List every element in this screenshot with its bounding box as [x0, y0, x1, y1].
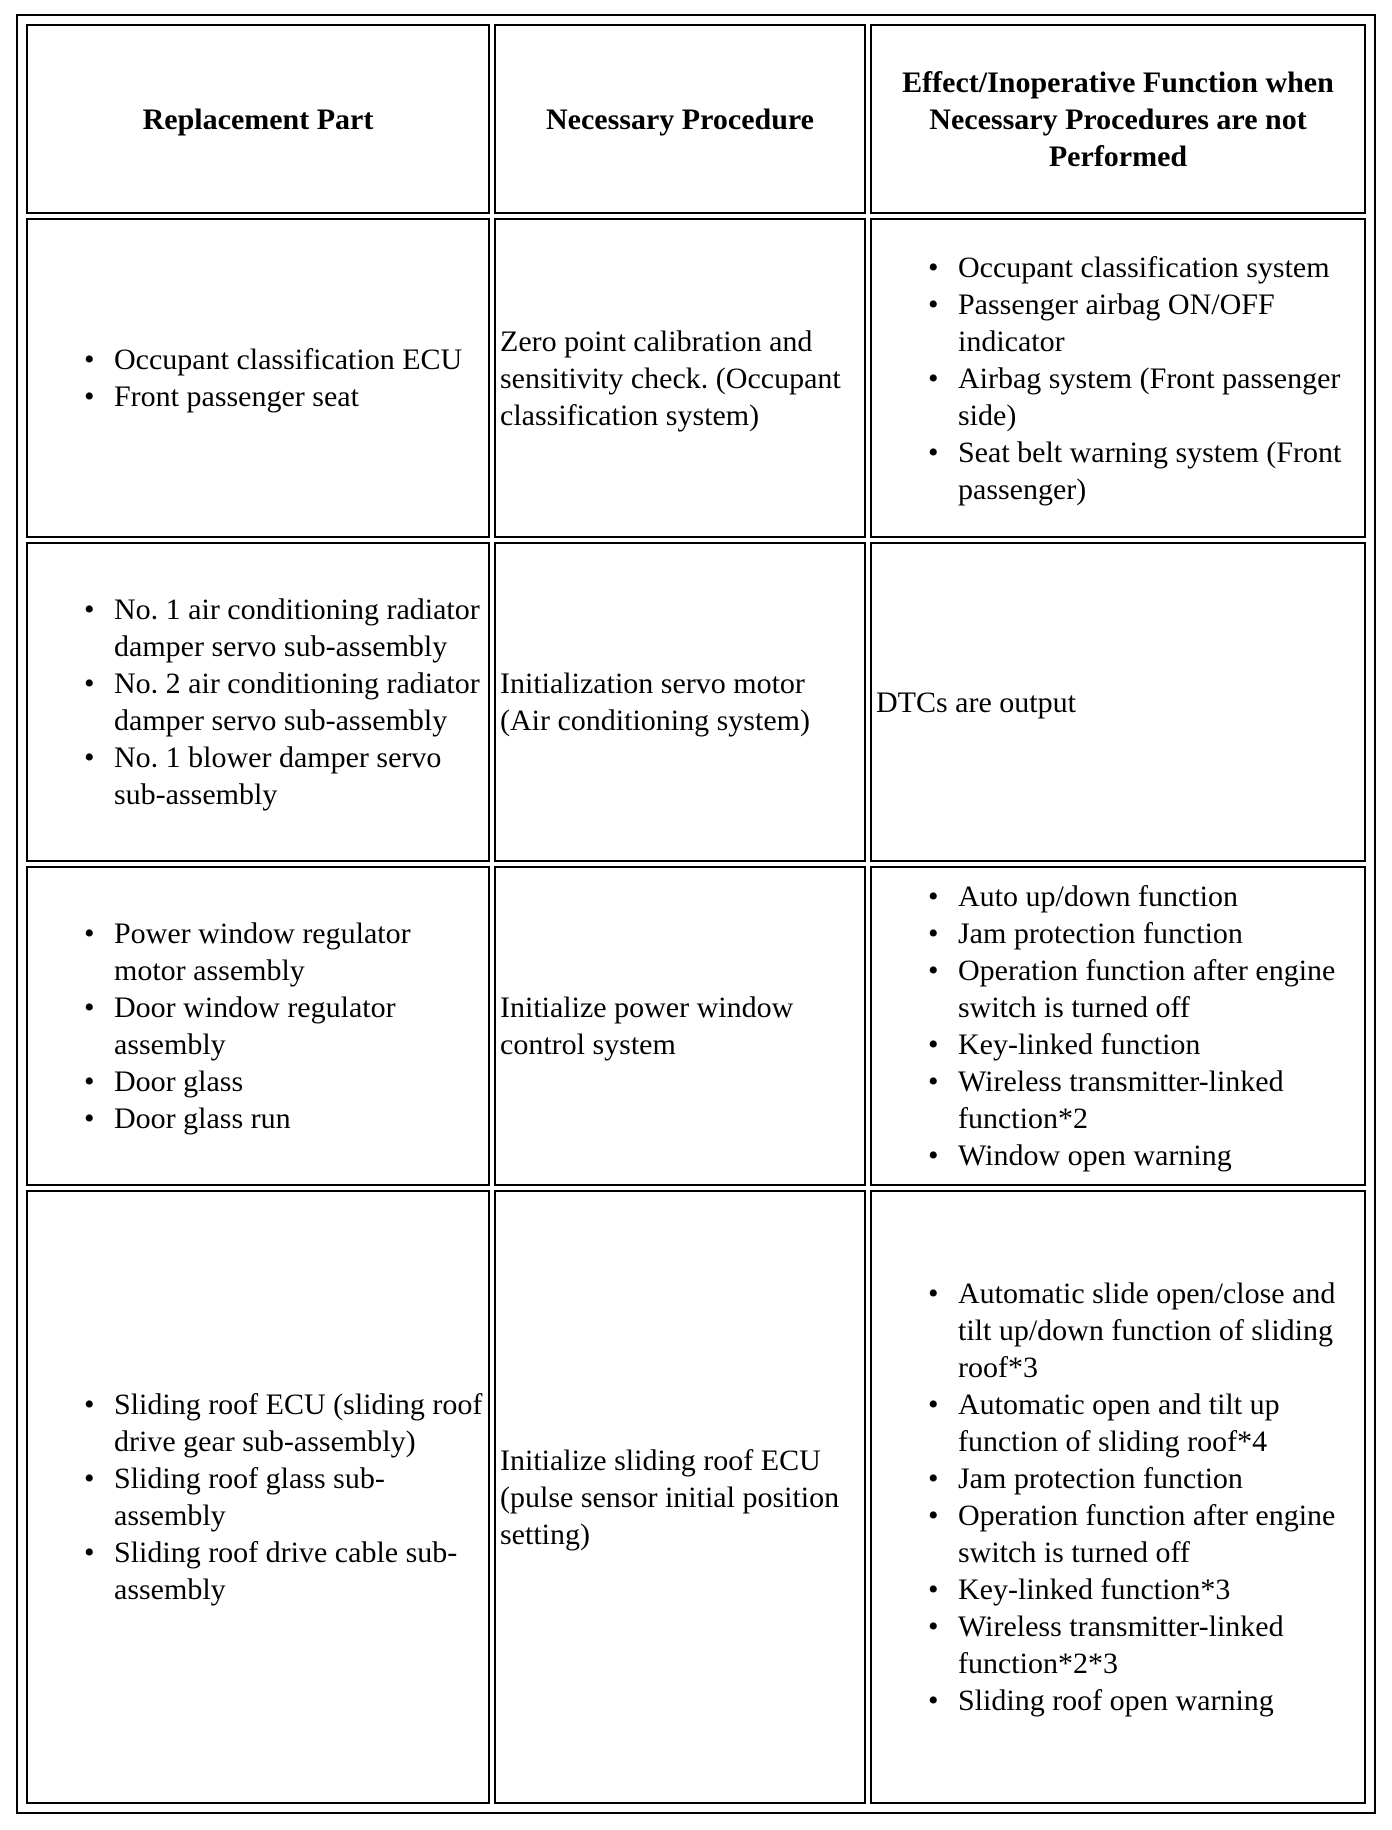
bullet-icon: • [928, 954, 939, 987]
effect-cell: DTCs are output [870, 542, 1366, 862]
procedure-cell: Initialize power window control system [494, 866, 866, 1186]
list-item: • Wireless transmitter-linked function*2 [928, 1065, 1284, 1135]
list-item: • Jam protection function [928, 1462, 1243, 1495]
list-item: • Wireless transmitter-linked function*2*3 [928, 1610, 1284, 1680]
list-item: • Auto up/down function [928, 880, 1238, 913]
list-item: • No. 2 air conditioning radiator damper servo sub-assembly [84, 667, 480, 737]
table-row [26, 1190, 1366, 1804]
list-item: • Automatic open and tilt up function of sliding roof*4 [928, 1388, 1280, 1458]
bullet-icon: • [84, 1102, 95, 1135]
replacement-procedure-table [22, 20, 1370, 1808]
bullet-icon: • [928, 1684, 939, 1717]
list-item: • Seat belt warning system (Front passenger) [928, 435, 1342, 506]
list-item: • No. 1 air conditioning radiator damper servo sub-assembly [84, 593, 480, 663]
bullet-icon: • [84, 1462, 95, 1495]
list-item: • Key-linked function [928, 1028, 1201, 1061]
header-effect: Effect/Inoperative Function when Necessary Procedures are not Performed [870, 24, 1366, 214]
list-item: • Airbag system (Front passenger side) [928, 361, 1341, 432]
parts-list [28, 915, 488, 1137]
bullet-icon: • [928, 1277, 939, 1310]
list-item: • Sliding roof ECU (sliding roof drive gear sub-assembly) [84, 1388, 483, 1458]
bullet-icon: • [84, 741, 95, 774]
list-item: • Door window regulator assembly [84, 991, 396, 1061]
table-row [26, 542, 1366, 862]
bullet-icon: • [84, 593, 95, 626]
bullet-icon: • [928, 250, 939, 284]
bullet-icon: • [84, 1065, 95, 1098]
table-row [26, 218, 1366, 538]
effects-list [872, 878, 1364, 1174]
effect-cell [870, 1190, 1366, 1804]
procedure-cell: Initialize sliding roof ECU (pulse sensor initial position setting) [494, 1190, 866, 1804]
list-item: • Operation function after engine switch is turned off [928, 1499, 1336, 1569]
header-replacement-part: Replacement Part [26, 24, 490, 214]
parts-cell [26, 1190, 490, 1804]
bullet-icon: • [928, 435, 939, 469]
bullet-icon: • [84, 991, 95, 1024]
list-item: • Jam protection function [928, 917, 1243, 950]
list-item: • Window open warning [928, 1139, 1232, 1172]
document-page [16, 14, 1376, 1814]
table-row [26, 866, 1366, 1186]
procedure-cell: Zero point calibration and sensitivity check. (Occupant classification system) [494, 218, 866, 538]
bullet-icon: • [928, 1065, 939, 1098]
list-item: • Occupant classification ECU [84, 343, 463, 376]
bullet-icon: • [928, 361, 939, 395]
list-item: • Automatic slide open/close and tilt up/down function of sliding roof*3 [928, 1277, 1336, 1384]
parts-cell [26, 218, 490, 538]
effect-cell [870, 218, 1366, 538]
parts-list [28, 591, 488, 813]
list-item: • Sliding roof open warning [928, 1684, 1274, 1717]
bullet-icon: • [928, 1573, 939, 1606]
bullet-icon: • [84, 1536, 95, 1569]
table-header-row [26, 24, 1366, 214]
list-item: • Operation function after engine switch is turned off [928, 954, 1336, 1024]
bullet-icon: • [928, 1388, 939, 1421]
bullet-icon: • [928, 1610, 939, 1643]
effects-list [872, 1275, 1364, 1719]
list-item: • Door glass [84, 1065, 244, 1098]
list-item: • Sliding roof glass sub-assembly [84, 1462, 385, 1532]
list-item: • Sliding roof drive cable sub-assembly [84, 1536, 458, 1606]
list-item: • No. 1 blower damper servo sub-assembly [84, 741, 442, 811]
list-item: • Front passenger seat [84, 380, 359, 413]
list-item: • Passenger airbag ON/OFF indicator [928, 287, 1275, 358]
bullet-icon: • [928, 1462, 939, 1495]
effects-list [872, 249, 1364, 508]
bullet-icon: • [84, 667, 95, 700]
bullet-icon: • [928, 1028, 939, 1061]
procedure-cell: Initialization servo motor (Air conditioning system) [494, 542, 866, 862]
bullet-icon: • [928, 880, 939, 913]
list-item: • Door glass run [84, 1102, 291, 1135]
bullet-icon: • [928, 917, 939, 950]
list-item: • Occupant classification system [928, 250, 1330, 284]
bullet-icon: • [928, 1139, 939, 1172]
header-necessary-procedure: Necessary Procedure [494, 24, 866, 214]
parts-cell [26, 866, 490, 1186]
list-item: • Key-linked function*3 [928, 1573, 1231, 1606]
parts-cell [26, 542, 490, 862]
parts-list [28, 1386, 488, 1608]
bullet-icon: • [84, 343, 95, 376]
effect-cell [870, 866, 1366, 1186]
bullet-icon: • [84, 1388, 95, 1421]
bullet-icon: • [84, 917, 95, 950]
bullet-icon: • [928, 1499, 939, 1532]
bullet-icon: • [84, 380, 95, 413]
list-item: • Power window regulator motor assembly [84, 917, 411, 987]
parts-list [28, 341, 488, 415]
bullet-icon: • [928, 287, 939, 321]
